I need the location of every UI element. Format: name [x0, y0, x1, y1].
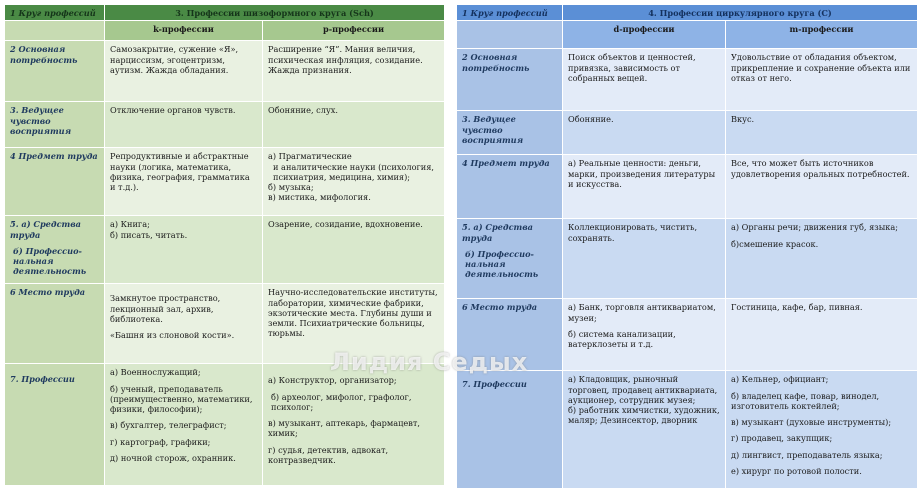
- row-label-professions: 7. Профессии: [457, 371, 563, 489]
- column-header-p: p-профессии: [263, 21, 445, 41]
- cell-sense-m: Вкус.: [726, 111, 918, 155]
- cell-subject-m: Все, что может быть источников удовлетворения оральных потребностей.: [726, 155, 918, 219]
- cell-place-d: а) Банк, торговля антиквариатом, музеи; б) система канализации, ватерклозеты и т.д.: [563, 299, 726, 371]
- cell-subject-d: а) Реальные ценности: деньги, марки, произведения литературы и искусства.: [563, 155, 726, 219]
- row-label-means: 5. а) Средства труда б) Профессио-нальная деятельность: [5, 216, 105, 284]
- cell-place-m: Гостиница, кафе, бар, пивная.: [726, 299, 918, 371]
- cell-sense-k: Отключение органов чувств.: [105, 102, 263, 148]
- row-label-sense: 3. Ведущее чувство восприятия: [5, 102, 105, 148]
- watermark: Лидия Седых: [330, 348, 529, 376]
- cell-need-p: Расширение “Я”. Мания величия, психическая инфляция, созидание. Жажда признания.: [263, 41, 445, 102]
- row-label-place: 6 Место труда: [457, 299, 563, 371]
- cell-means-d: Коллекционировать, чистить, сохранять.: [563, 219, 726, 299]
- cell-need-m: Удовольствие от обладания объектом, прикрепление и сохранение объекта или отказ от него.: [726, 49, 918, 111]
- row-label-need: 2 Основная потребность: [457, 49, 563, 111]
- cell-professions-p: а) Конструктор, организатор; б) археолог, мифолог, графолог, психолог; в) музыкант, аптекарь, фармацевт, химик; г) судья, детектив, адвокат, контразведчик.: [263, 364, 445, 486]
- row-label-subject: 4 Предмет труда: [457, 155, 563, 219]
- cell-sense-p: Обоняние, слух.: [263, 102, 445, 148]
- cell-place-p: Научно-исследовательские институты, лаборатории, химические фабрики, экзотические места. Глубины души и земли. Психиатрические больницы, тюрьмы.: [263, 284, 445, 364]
- column-header-k: k-профессии: [105, 21, 263, 41]
- cell-subject-p: а) Прагматические и аналитические науки (психология, психиатрия, медицина, химия); б) музыка; в) мистика, мифология.: [263, 148, 445, 216]
- column-header-m: m-профессии: [726, 21, 918, 49]
- circle-label: 1 Круг профессий: [5, 5, 105, 21]
- schizoform-professions-table: [4, 4, 445, 486]
- table-title: 4. Профессии циркулярного круга (С): [563, 5, 918, 21]
- circular-professions-table: [456, 4, 918, 489]
- row-label-need: 2 Основная потребность: [5, 41, 105, 102]
- cell-need-d: Поиск объектов и ценностей, привязка, зависимость от собранных вещей.: [563, 49, 726, 111]
- circle-label: 1 Круг профессий: [457, 5, 563, 21]
- cell-professions-d: а) Кладовщик, рыночный торговец, продавец антиквариата, аукционер, сотрудник музея; б) работник химчистки, художник, маляр; Дезинсектор, дворник: [563, 371, 726, 489]
- row-label-subject: 4 Предмет труда: [5, 148, 105, 216]
- cell-subject-k: Репродуктивные и абстрактные науки (логика, математика, физика, география, грамматика и т.д.).: [105, 148, 263, 216]
- column-header-d: d-профессии: [563, 21, 726, 49]
- cell-professions-k: а) Военнослужащий; б) ученый, преподаватель (преимущественно, математики, физики, философии); в) бухгалтер, телеграфист; г) картограф, графики; д) ночной сторож, охранник.: [105, 364, 263, 486]
- row-label-sense: 3. Ведущее чувство восприятия: [457, 111, 563, 155]
- row-label-means: 5. а) Средства труда б) Профессио-нальная деятельность: [457, 219, 563, 299]
- row-label-professions: 7. Профессии: [5, 364, 105, 486]
- cell-means-p: Озарение, созидание, вдохновение.: [263, 216, 445, 284]
- cell-means-m: а) Органы речи; движения губ, языка; б)смешение красок.: [726, 219, 918, 299]
- cell-sense-d: Обоняние.: [563, 111, 726, 155]
- cell-means-k: а) Книга; б) писать, читать.: [105, 216, 263, 284]
- cell-professions-m: а) Кельнер, официант; б) владелец кафе, повар, винодел, изготовитель коктейлей; в) музыкант (духовые инструменты); г) продавец, закупщик; д) лингвист, преподаватель языка; е) хирург по ротовой полости.: [726, 371, 918, 489]
- cell-place-k: Замкнутое пространство, лекционный зал, архив, библиотека. «Башня из слоновой кости».: [105, 284, 263, 364]
- cell-need-k: Самозакрытие, сужение «Я», нарциссизм, эгоцентризм, аутизм. Жажда обладания.: [105, 41, 263, 102]
- row-label-place: 6 Место труда: [5, 284, 105, 364]
- table-title: 3. Профессии шизоформного круга (Sch): [105, 5, 445, 21]
